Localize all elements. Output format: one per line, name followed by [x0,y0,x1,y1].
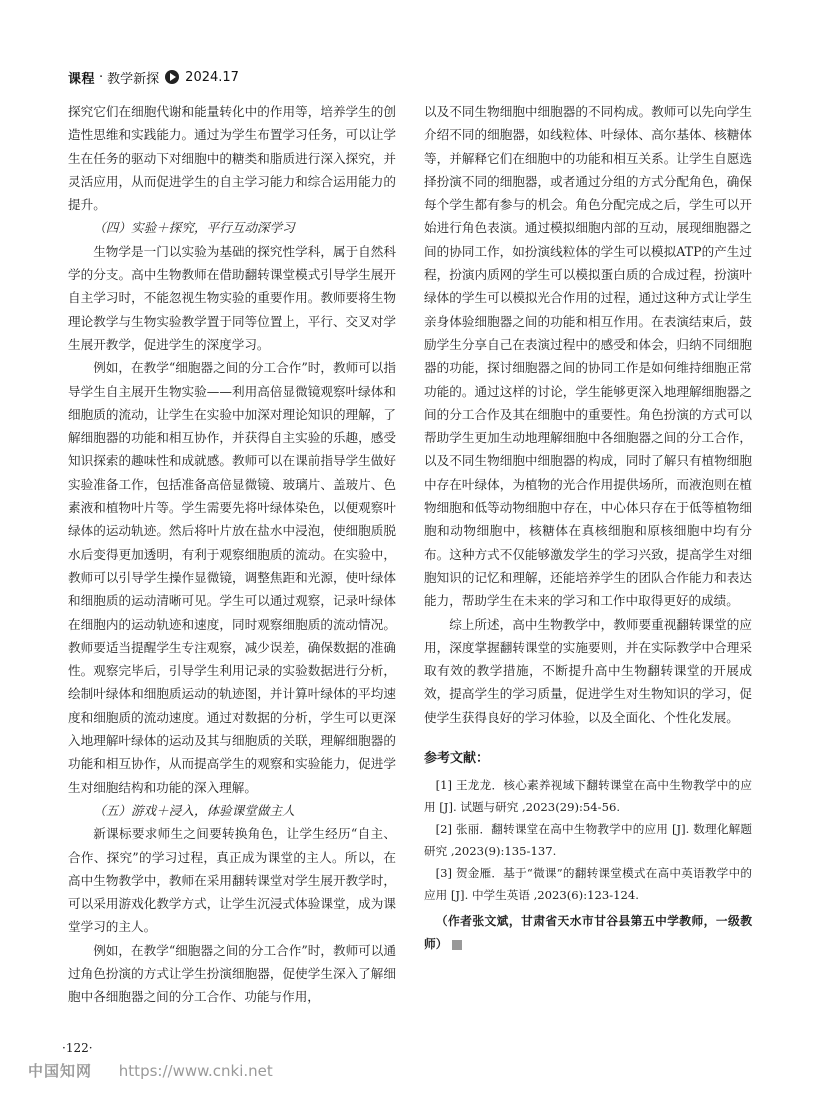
header-separator: · [99,69,104,85]
page-number: ·122· [62,1041,93,1055]
cnki-url: https://www.cnki.net [118,1062,273,1080]
paragraph: 新课标要求师生之间要转换角色，让学生经历“自主、合作、探究”的学习过程，真正成为课堂的主人。所以，在高中生物教学中，教师在采用翻转课堂对学生展开教学时，可以采用游戏化教学方式，让学生沉浸式体验课堂，成为课堂学习的主人。 [68,826,396,935]
journal-name: 课程 [68,71,96,87]
section-heading: （四）实验＋探究，平行互动深学习 [93,220,295,236]
left-column [68,100,396,1009]
play-icon [165,70,179,84]
column-name: 教学新探 [107,71,160,87]
page-header [68,66,239,88]
paragraph: 综上所述，高中生物教学中，教师要重视翻转课堂的应用，深度掌握翻转课堂的实施要则，并在实际教学中合理采取有效的教学措施，不断提升高中生物翻转课堂的开展成效，提高学生的学习质量，促进学生对生物知识的学习，促使学生获得良好的学习体验，以及全面化、个性化发展。 [424,616,752,725]
right-column [424,100,752,956]
reference-item: [2] 张丽．翻转课堂在高中生物教学中的应用 [J]. 数理化解题研究 ,2023(9):135-137. [424,822,752,859]
end-mark-icon [452,940,462,950]
cnki-logo: 中国知网 [28,1062,93,1080]
paragraph: 例如，在教学“细胞器之间的分工合作”时，教师可以通过角色扮演的方式让学生扮演细胞器，促使学生深入了解细胞中各细胞器之间的分工合作、功能与作用， [68,942,396,1005]
paragraph: 例如，在教学“细胞器之间的分工合作”时，教师可以指导学生自主展开生物实验——利用高倍显微镜观察叶绿体和细胞质的流动，让学生在实验中加深对理论知识的理解，了解细胞器的功能和相互协作，并获得自主实验的乐趣，感受知识探索的趣味性和成就感。教师可以在课前指导学生做好实验准备工作，包括准备高倍显微镜、玻璃片、盖玻片、色素液和植物叶片等。学生需要先将叶绿体染色，以便观察叶绿体的运动轨迹。然后将叶片放在盐水中浸泡，使细胞质脱水后变得更加透明，有利于观察细胞质的流动。在实验中，教师可以引导学生操作显微镜，调整焦距和光源，使叶绿体和细胞质的运动清晰可见。学生可以通过观察，记录叶绿体在细胞内的运动轨迹和速度，同时观察细胞质的流动情况。教师要适当提醒学生专注观察，减少误差，确保数据的准确性。观察完毕后，引导学生利用记录的实验数据进行分析，绘制叶绿体和细胞质运动的轨迹图，并计算叶绿体的平均速度和细胞质的流动速度。通过对数据的分析，学生可以更深入地理解叶绿体的运动及其与细胞质的关联，理解细胞器的功能和相互协作，从而提高学生的观察和实验能力，促进学生对细胞结构和功能的深入理解。 [68,360,396,795]
footer-watermark [28,1060,273,1081]
references-title: 参考文献： [424,751,490,767]
reference-item: [1] 王龙龙．核心素养视域下翻转课堂在高中生物教学中的应用 [J]. 试题与研究 ,2023(29):54-56. [424,778,752,815]
paragraph: 探究它们在细胞代谢和能量转化中的作用等，培养学生的创造性思维和实践能力。通过为学生布置学习任务，可以让学生在任务的驱动下对细胞中的糖类和脂质进行深入探究，并灵活应用，从而促进学生的自主学习能力和综合运用能力的提升。 [68,104,396,213]
author-note [424,910,752,956]
paragraph: 以及不同生物细胞中细胞器的不同构成。教师可以先向学生介绍不同的细胞器，如线粒体、叶绿体、高尔基体、核糖体等，并解释它们在细胞中的功能和相互关系。让学生自愿选择扮演不同的细胞器，或者通过分组的方式分配角色，确保每个学生都有参与的机会。角色分配完成之后，学生可以开始进行角色表演。通过模拟细胞内部的互动，展现细胞器之间的协同工作，如扮演线粒体的学生可以模拟ATP的产生过程，扮演内质网的学生可以模拟蛋白质的合成过程，扮演叶绿体的学生可以模拟光合作用的过程，通过这种方式让学生亲身体验细胞器之间的功能和相互作用。在表演结束后，鼓励学生分享自己在表演过程中的感受和体会，归纳不同细胞器的功能，探讨细胞器之间的协同工作是如何维持细胞正常功能的。通过这样的讨论，学生能够更深入地理解细胞器之间的分工合作及其在细胞中的重要性。角色扮演的方式可以帮助学生更加生动地理解细胞中各细胞器之间的分工合作，以及不同生物细胞中细胞器的构成，同时了解只有植物细胞中存在叶绿体，为植物的光合作用提供场所，而液泡则在植物细胞和低等动物细胞中存在，中心体只存在于低等植物细胞和动物细胞中，核糖体在真核细胞和原核细胞中均有分布。这种方式不仅能够激发学生的学习兴致，提高学生对细胞知识的记忆和理解，还能培养学生的团队合作能力和表达能力，帮助学生在未来的学习和工作中取得更好的成绩。 [424,104,752,609]
issue-number: 2024.17 [185,69,239,85]
author-text: （作者张文斌，甘肃省天水市甘谷县第五中学教师，一级教师） [424,914,752,952]
paragraph: 生物学是一门以实验为基础的探究性学科，属于自然科学的分支。高中生物教师在借助翻转课堂模式引导学生展开自主学习时，不能忽视生物实验的重要作用。教师要将生物理论教学与生物实验教学置于同等位置上，平行、交叉对学生展开教学，促进学生的深度学习。 [68,243,396,352]
reference-item: [3] 贺金雁．基于“微课”的翻转课堂模式在高中英语教学中的应用 [J]. 中学生英语 ,2023(6):123-124. [424,866,752,903]
section-heading: （五）游戏＋浸入，体验课堂做主人 [93,802,295,818]
